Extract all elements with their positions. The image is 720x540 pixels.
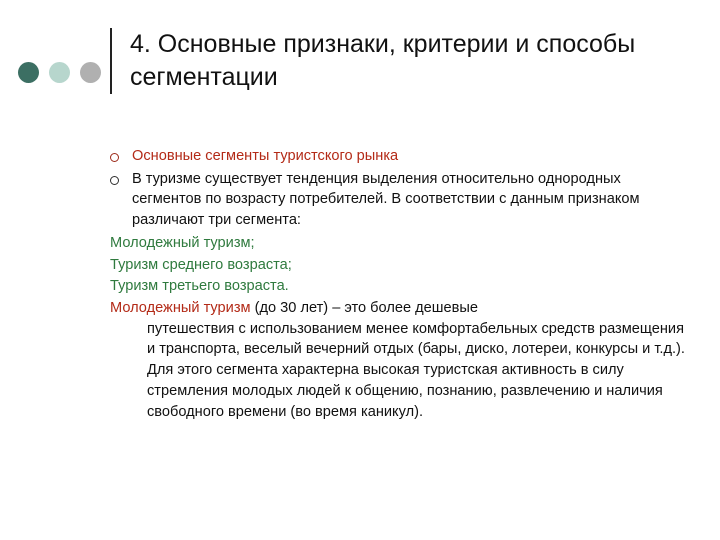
bullet-ring-icon	[110, 153, 119, 162]
decor-dot-2	[49, 62, 70, 83]
bullet-ring-icon	[110, 176, 119, 185]
final-paragraph	[110, 298, 690, 422]
page-title: 4. Основные признаки, критерии и способы сегментации	[130, 30, 636, 91]
decor-dot-1	[18, 62, 39, 83]
bullet-label: В туризме существует тенденция выделения относительно однородных сегментов по возрасту потребителей. В соответствии с данным признаком различают три сегмента:	[132, 170, 640, 229]
bullet-item	[110, 169, 690, 231]
paragraph-lead-term: Молодежный туризм	[110, 300, 251, 317]
list-item: Молодежный туризм;	[110, 234, 255, 251]
list-item: Туризм третьего возраста.	[110, 278, 289, 295]
title-block	[110, 28, 670, 94]
decor-dot-3	[80, 62, 101, 83]
paragraph-first-line-rest: (до 30 лет) – это более дешевые	[250, 300, 478, 317]
list-item: Туризм среднего возраста;	[110, 256, 292, 273]
decorative-dots	[18, 62, 101, 83]
paragraph-body: путешествия с использованием менее комфортабельных средств размещения и транспорта, веселый вечерний отдых (бары, диско, лотереи, конкурсы и т.д.). Для этого сегмента характерна высокая туристская активность в силу стремления молодых людей к общению, познанию, развлечению и наличия свободного времени (во время каникул).	[147, 320, 685, 420]
bullet-label: Основные сегменты туристского рынка	[132, 148, 399, 164]
content-body	[110, 146, 690, 422]
bullet-item	[110, 146, 690, 167]
